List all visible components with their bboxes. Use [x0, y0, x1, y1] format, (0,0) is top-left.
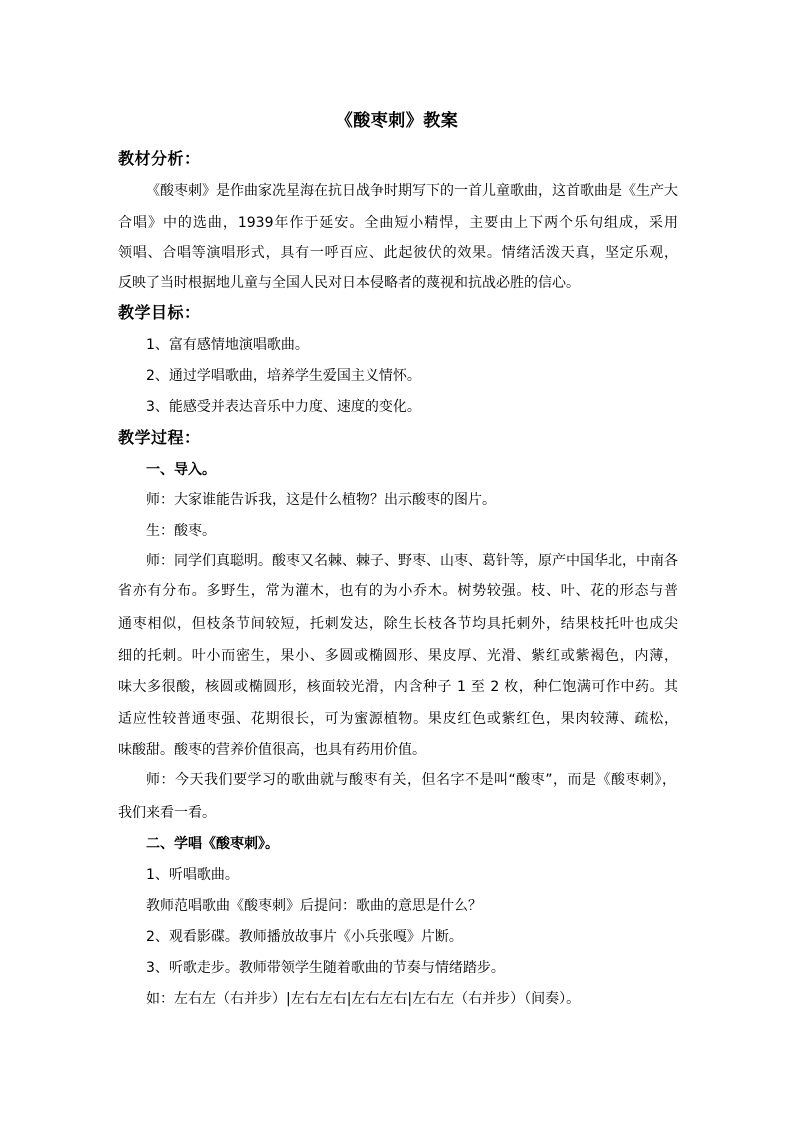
section2-line: 1、听唱歌曲。 [146, 867, 239, 883]
goal-item: 2、通过学唱歌曲，培养学生爱国主义情怀。 [146, 368, 421, 384]
section2-line: 3、听歌走步。教师带领学生随着歌曲的节奏与情绪踏步。 [146, 960, 505, 976]
section2-line: 2、观看影碟。教师播放故事片《小兵张嘎》片断。 [146, 929, 463, 945]
section1-line: 省亦有分布。多野生，常为灌木，也有的为小乔木。树势较强。枝、叶、花的形态与普 [118, 583, 678, 599]
section2-heading: 二、学唱《酸枣刺》。 [146, 836, 279, 852]
section1-line: 师：大家谁能告诉我，这是什么植物？出示酸枣的图片。 [146, 492, 496, 508]
goals-heading: 教学目标： [118, 303, 201, 322]
section2-line: 教师范唱歌曲《酸枣刺》后提问：歌曲的意思是什么？ [146, 898, 482, 914]
goal-item: 1、富有感情地演唱歌曲。 [146, 337, 309, 353]
analysis-line: 领唱、合唱等演唱形式，具有一呼百应、此起彼伏的效果。情绪活泼天真，坚定乐观， [118, 245, 678, 261]
section1-line: 我们来看一看。 [118, 805, 216, 821]
section1-line: 生：酸枣。 [146, 523, 216, 539]
section1-line: 细的托刺。叶小而密生，果小、多圆或椭圆形、果皮厚、光滑、紫红或紫褐色，内薄， [118, 648, 678, 664]
analysis-line: 《酸枣刺》是作曲家冼星海在抗日战争时期写下的一首儿童歌曲，这首歌曲是《生产大 [146, 183, 678, 199]
section1-line: 适应性较普通枣强、花期很长，可为蜜源植物。果皮红色或紫红色，果肉较薄、疏松， [118, 711, 678, 727]
section1-line: 通枣相似，但枝条节间较短，托刺发达，除生长枝各节均具托刺外，结果枝托叶也成尖 [118, 616, 678, 632]
process-heading: 教学过程： [118, 428, 201, 447]
section1-line: 味酸甜。酸枣的营养价值很高，也具有药用价值。 [118, 742, 426, 758]
section1-line: 味大多很酸，核圆或椭圆形，核面较光滑，内含种子 1 至 2 枚，种仁饱满可作中药。其 [118, 679, 678, 695]
document-title: 《酸枣刺》教案 [335, 111, 459, 131]
analysis-line: 反映了当时根据地儿童与全国人民对日本侵略者的蔑视和抗战必胜的信心。 [118, 275, 580, 291]
analysis-heading: 教材分析： [118, 149, 201, 168]
analysis-line: 合唱》中的选曲，1939年作于延安。全曲短小精悍，主要由上下两个乐句组成，采用 [118, 215, 678, 231]
section1-line: 师：今天我们要学习的歌曲就与酸枣有关，但名字不是叫“酸枣”，而是《酸枣刺》， [146, 772, 676, 788]
section1-heading: 一、导入。 [146, 462, 216, 478]
section1-line: 师：同学们真聪明。酸枣又名棘、棘子、野枣、山枣、葛针等，原产中国华北，中南各 [146, 553, 678, 569]
goal-item: 3、能感受并表达音乐中力度、速度的变化。 [146, 399, 421, 415]
section2-line: 如：左右左（右并步）|左右左右|左右左右|左右左（右并步）（间奏）。 [146, 991, 581, 1007]
